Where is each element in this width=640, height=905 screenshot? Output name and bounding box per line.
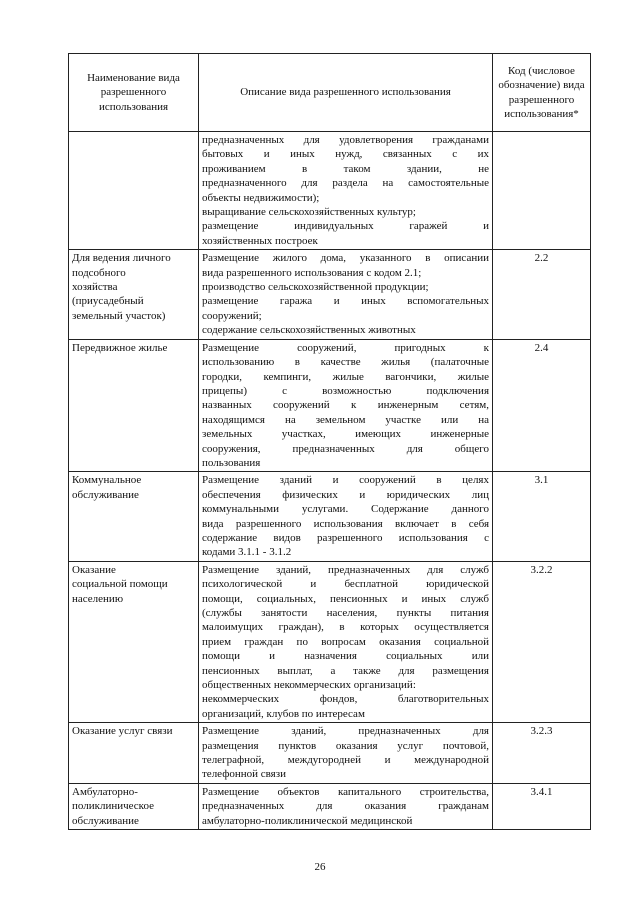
land-use-description [199, 132, 493, 250]
name-line: Для ведения личного [72, 252, 171, 265]
name-line: обслуживание [72, 488, 139, 501]
name-line: Амбулаторно- [72, 785, 138, 798]
land-use-code: 2.4 [493, 339, 591, 472]
description-line: городки, кемпинги, жилые вагончики, жилые [202, 370, 489, 383]
table-row [69, 472, 591, 561]
description-line: вида разрешенного использования с кодом 2.1; [202, 266, 422, 279]
description-line: сооружений; [202, 309, 262, 322]
description-line: телеграфной, междугородней и международной [202, 754, 489, 767]
land-use-description [199, 339, 493, 472]
description-line: пенсионных выплат, а также для размещения [202, 664, 489, 677]
description-line: хозяйственных построек [202, 234, 318, 247]
description-line: организаций, клубов по интересам [202, 707, 365, 720]
description-line: Размещение зданий и сооружений в целях [202, 474, 489, 487]
description-line: телефонной связи [202, 768, 286, 781]
description-line: прицепы) с возможностью подключения [202, 384, 489, 397]
description-line: амбулаторно-поликлинической медицинской [202, 814, 413, 827]
description-line: размещение гаража и иных вспомогательных [202, 295, 489, 308]
name-line: Передвижное жилье [72, 341, 168, 354]
description-line: бытовых и иных нужд, связанных с их [202, 148, 489, 161]
description-line: некоммерческих фондов, благотворительных [202, 693, 489, 706]
name-line: Оказание [72, 563, 116, 576]
land-use-code [493, 132, 591, 250]
description-line: земельных участках, имеющих инженерные [202, 428, 489, 441]
description-line: объекты недвижимости); [202, 191, 320, 204]
description-line: названных сооружений к инженерным сетям, [202, 399, 489, 412]
description-line: содержание видов разрешенного использования с [202, 531, 489, 544]
description-line: предназначенных для оказания гражданам [202, 800, 489, 813]
table-row [69, 339, 591, 472]
land-use-name [69, 472, 199, 561]
land-use-description [199, 783, 493, 829]
land-use-code: 3.4.1 [493, 783, 591, 829]
name-line: Оказание услуг связи [72, 725, 173, 738]
description-line: Размещение объектов капитального строительства, [202, 785, 489, 798]
header-description: Описание вида разрешенного использования [199, 54, 493, 132]
description-line: малоимущих граждан), в которых осуществляется [202, 621, 489, 634]
description-line: помощи, социальных, пенсионных и иных служб [202, 592, 489, 605]
name-line: населению [72, 592, 124, 605]
land-use-code: 3.1 [493, 472, 591, 561]
description-line: Размещение сооружений, пригодных к [202, 341, 489, 354]
land-use-name [69, 561, 199, 722]
name-line: обслуживание [72, 814, 139, 827]
land-use-description [199, 723, 493, 784]
description-line: помощи и назначения социальных или [202, 650, 489, 663]
land-use-name [69, 339, 199, 472]
name-line: поликлиническое [72, 800, 154, 813]
name-line: подсобного [72, 266, 126, 279]
description-line: предназначенных для удовлетворения гражданами [202, 134, 489, 146]
land-use-description [199, 561, 493, 722]
land-use-name [69, 723, 199, 784]
description-line: сооружения, предназначенных для общего [202, 442, 489, 455]
land-use-name [69, 132, 199, 250]
table-row [69, 250, 591, 339]
table-row [69, 561, 591, 722]
description-line: общественных некоммерческих организаций: [202, 679, 416, 692]
description-line: пользования [202, 456, 261, 469]
description-line: прием граждан по вопросам оказания социальной [202, 635, 489, 648]
land-use-table [68, 53, 591, 830]
table-header-row [69, 54, 591, 132]
description-line: (службы занятости населения, пункты питания [202, 607, 489, 619]
table-row [69, 723, 591, 784]
table-row [69, 783, 591, 829]
description-line: проживанием в таком здании, не [202, 162, 489, 175]
land-use-code: 3.2.3 [493, 723, 591, 784]
land-use-description [199, 472, 493, 561]
land-use-description [199, 250, 493, 339]
header-name: Наименование вида разрешенного использования [69, 54, 199, 132]
page-number: 26 [314, 861, 326, 873]
name-line: хозяйства [72, 281, 118, 294]
description-line: кодами 3.1.1 - 3.1.2 [202, 546, 292, 559]
description-line: находящимся на земельном участке или на [202, 413, 489, 426]
table-row [69, 132, 591, 250]
name-line: земельный участок) [72, 309, 166, 322]
name-line: Коммунальное [72, 474, 142, 487]
description-line: производство сельскохозяйственной продукции; [202, 281, 429, 294]
description-line: обеспечения физических и юридических лиц [202, 488, 489, 501]
name-line: социальной помощи [72, 578, 168, 591]
name-line: (приусадебный [72, 295, 144, 308]
description-line: размещения пунктов оказания услуг почтовой, [202, 739, 489, 752]
land-use-code: 2.2 [493, 250, 591, 339]
description-line: размещение индивидуальных гаражей и [202, 220, 489, 233]
description-line: психологической и бесплатной юридической [202, 578, 489, 591]
description-line: содержание сельскохозяйственных животных [202, 324, 416, 337]
description-line: вида разрешенного использования включает в себя [202, 517, 489, 530]
land-use-code: 3.2.2 [493, 561, 591, 722]
description-line: коммунальными услугами. Содержание данного [202, 503, 489, 516]
land-use-name [69, 250, 199, 339]
description-line: выращивание сельскохозяйственных культур; [202, 206, 416, 219]
description-line: Размещение зданий, предназначенных для [202, 725, 489, 738]
description-line: Размещение жилого дома, указанного в описании [202, 252, 489, 265]
description-line: предназначенного для раздела на самостоятельные [202, 177, 489, 190]
description-line: использованию в качестве жилья (палаточные [202, 356, 489, 369]
land-use-name [69, 783, 199, 829]
header-code: Код (числовое обозначение) вида разрешенного использования* [493, 54, 591, 132]
description-line: Размещение зданий, предназначенных для служб [202, 563, 489, 576]
